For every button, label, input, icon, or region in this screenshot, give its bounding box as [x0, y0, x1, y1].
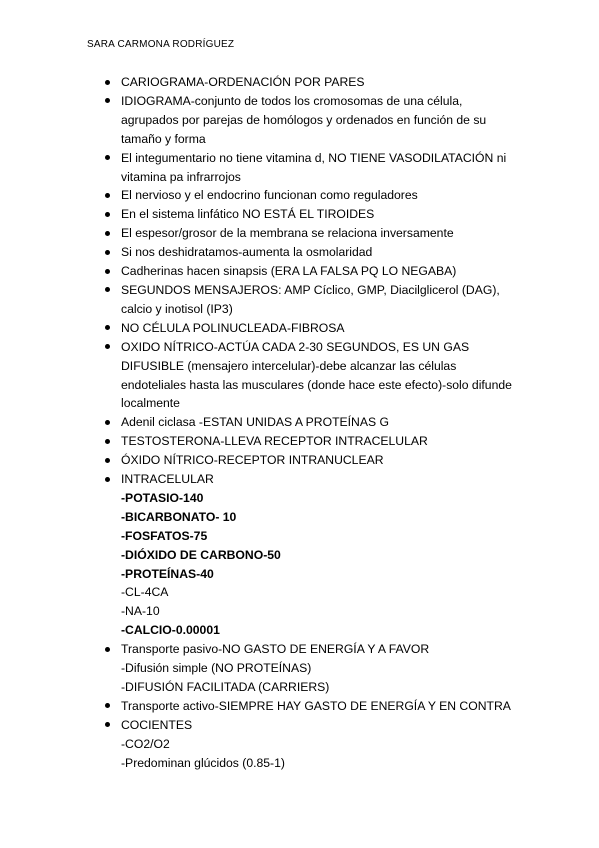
list-item [103, 149, 523, 187]
item-text: El espesor/grosor de la membrana se relaciona inversamente [121, 226, 454, 241]
page-header-author: SARA CARMONA RODRÍGUEZ [87, 39, 235, 50]
sub-item: -PROTEÍNAS-40 [121, 566, 214, 581]
item-text: El integumentario no tiene vitamina d, NO TIENE VASODILATACIÓN ni vitamina pa infrarrojos [121, 150, 507, 184]
sub-item: -NA-10 [121, 604, 160, 619]
sub-item: -CO2/O2 [121, 736, 170, 751]
list-item-transporte-pasivo [103, 640, 523, 697]
list-item [103, 432, 523, 451]
item-text: IDIOGRAMA-conjunto de todos los cromosomas de una célula, agrupados por parejas de homólogos y ordenados en función de su tamaño y forma [121, 93, 487, 146]
list-item [103, 451, 523, 470]
item-text: Cadherinas hacen sinapsis (ERA LA FALSA PQ LO NEGABA) [121, 264, 457, 279]
list-item [103, 73, 523, 92]
item-text: Transporte pasivo-NO GASTO DE ENERGÍA Y A FAVOR [121, 642, 430, 657]
list-item [103, 186, 523, 205]
item-text: En el sistema linfático NO ESTÁ EL TIROIDES [121, 207, 375, 222]
sub-item: -Difusión simple (NO PROTEÍNAS) [121, 661, 312, 676]
sub-item: -DIÓXIDO DE CARBONO-50 [121, 547, 281, 562]
list-item [103, 413, 523, 432]
list-item [103, 243, 523, 262]
list-item-cocientes [103, 716, 523, 773]
item-text: NO CÉLULA POLINUCLEADA-FIBROSA [121, 320, 345, 335]
list-item [103, 281, 523, 319]
item-text: OXIDO NÍTRICO-ACTÚA CADA 2-30 SEGUNDOS, ES UN GAS DIFUSIBLE (mensajero intercelular)-debe alcanzar las células endoteliales hasta las musculares (donde hace este efecto)-solo difunde localmente [121, 339, 512, 411]
item-text: Adenil ciclasa -ESTAN UNIDAS A PROTEÍNAS G [121, 415, 389, 430]
item-text: TESTOSTERONA-LLEVA RECEPTOR INTRACELULAR [121, 434, 428, 449]
list-item [103, 338, 523, 414]
sub-item: -FOSFATOS-75 [121, 528, 208, 543]
item-text: Transporte activo-SIEMPRE HAY GASTO DE ENERGÍA Y EN CONTRA [121, 698, 511, 713]
sub-item: -POTASIO-140 [121, 490, 204, 505]
item-text: ÓXIDO NÍTRICO-RECEPTOR INTRANUCLEAR [121, 453, 384, 468]
list-item [103, 319, 523, 338]
item-text: Si nos deshidratamos-aumenta la osmolaridad [121, 245, 373, 260]
item-text: El nervioso y el endocrino funcionan como reguladores [121, 188, 418, 203]
list-item [103, 224, 523, 243]
list-item [103, 262, 523, 281]
sub-item: -Predominan glúcidos (0.85-1) [121, 755, 285, 770]
item-text: SEGUNDOS MENSAJEROS: AMP Cíclico, GMP, Diacilglicerol (DAG), calcio y inotisol (IP3) [121, 282, 500, 316]
list-item [103, 92, 523, 149]
sub-item: -DIFUSIÓN FACILITADA (CARRIERS) [121, 680, 330, 694]
list-item-intracelular [103, 470, 523, 640]
list-item [103, 697, 523, 716]
sub-item: -CALCIO-0.00001 [121, 623, 220, 638]
list-item [103, 205, 523, 224]
item-text: CARIOGRAMA-ORDENACIÓN POR PARES [121, 75, 365, 89]
sub-item: -BICARBONATO- 10 [121, 509, 237, 524]
notes-list [103, 73, 523, 773]
sub-item: -CL-4CA [121, 585, 169, 600]
item-text: COCIENTES [121, 717, 193, 732]
item-text: INTRACELULAR [121, 472, 214, 487]
